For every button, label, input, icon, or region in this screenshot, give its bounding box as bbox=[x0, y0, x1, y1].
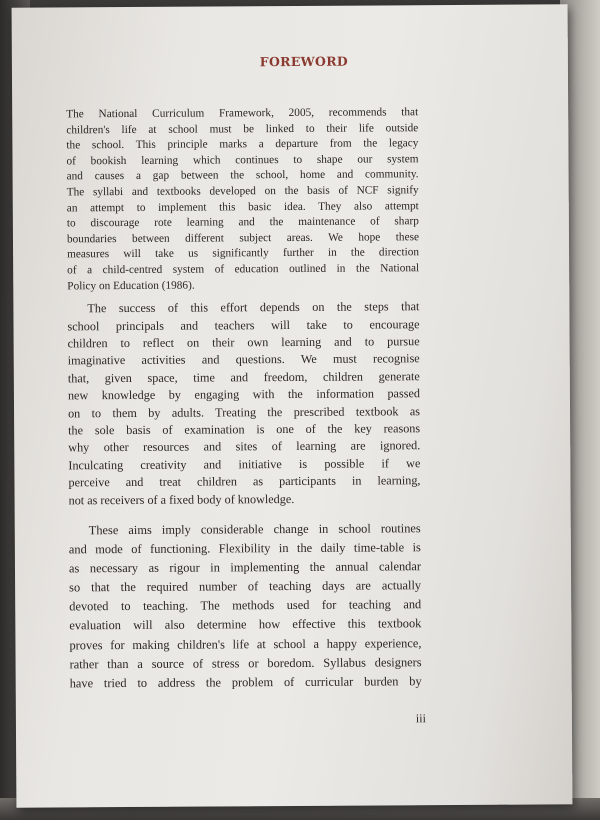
text-line: the school. This principle marks a departure from the legacy bbox=[66, 137, 419, 152]
body-text bbox=[66, 105, 422, 693]
text-line: the sole basis of examination is one of the key reasons bbox=[68, 421, 421, 438]
text-line: and causes a gap between the school, home and community. bbox=[66, 168, 419, 183]
text-line: have tried to address the problem of curricular burden by bbox=[69, 673, 422, 691]
book-page bbox=[12, 4, 573, 807]
text-line: Inculcating creativity and initiative is possible if we bbox=[68, 455, 421, 473]
text-line: why other resources and sites of learning are ignored. bbox=[68, 438, 421, 455]
text-line: The syllabi and textbooks developed on the basis of NCF signify bbox=[66, 184, 419, 199]
page-number: iii bbox=[415, 711, 426, 726]
text-line: proves for making children's life at school a happy experience, bbox=[69, 635, 422, 652]
paragraph-3 bbox=[69, 519, 422, 693]
text-line: perceive and treat children as participants in learning, bbox=[68, 473, 421, 490]
text-line: imaginative activities and questions. We must recognise bbox=[67, 351, 420, 368]
paragraph-2 bbox=[67, 298, 420, 509]
text-line: of a child-centred system of education outlined in the National bbox=[67, 262, 420, 277]
text-line: boundaries between different subject areas. We hope these bbox=[66, 230, 420, 246]
text-line: children to reflect on their own learning and to pursue bbox=[67, 334, 420, 351]
text-line: new knowledge by engaging with the information passed bbox=[67, 386, 420, 403]
text-line: not as receivers of a fixed body of knowledge. bbox=[68, 491, 295, 507]
text-line: that, given space, time and freedom, children generate bbox=[67, 368, 420, 386]
text-line: The success of this effort depends on the steps that bbox=[87, 299, 420, 316]
text-line: school principals and teachers will take to encourage bbox=[67, 316, 420, 333]
page-title: FOREWORD bbox=[259, 53, 349, 70]
text-line: children's life at school must be linked to their life outside bbox=[66, 121, 419, 136]
text-line: measures will take us significantly further in the direction bbox=[67, 246, 420, 261]
text-line: These aims imply considerable change in school routines bbox=[88, 521, 421, 538]
text-line: so that the required number of teaching days are actually bbox=[69, 578, 422, 595]
text-line: rather than a source of stress or boredom. Syllabus designers bbox=[69, 654, 422, 672]
text-line: of bookish learning which continues to shape our system bbox=[66, 153, 419, 168]
text-line: devoted to teaching. The methods used for teaching and bbox=[69, 597, 422, 614]
text-line: on to them by adults. Treating the prescribed textbook as bbox=[67, 403, 421, 420]
text-line: as necessary as rigour in implementing the annual calendar bbox=[68, 559, 422, 576]
paragraph-1 bbox=[66, 105, 419, 294]
text-line: The National Curriculum Framework, 2005, recommends that bbox=[66, 106, 419, 121]
text-line: an attempt to implement this basic idea. They also attempt bbox=[66, 199, 419, 214]
text-line: Policy on Education (1986). bbox=[67, 279, 195, 292]
text-line: evaluation will also determine how effective this textbook bbox=[69, 616, 422, 633]
text-line: and mode of functioning. Flexibility in the daily time-table is bbox=[68, 540, 421, 557]
text-line: to discourage rote learning and the maintenance of sharp bbox=[66, 215, 419, 230]
